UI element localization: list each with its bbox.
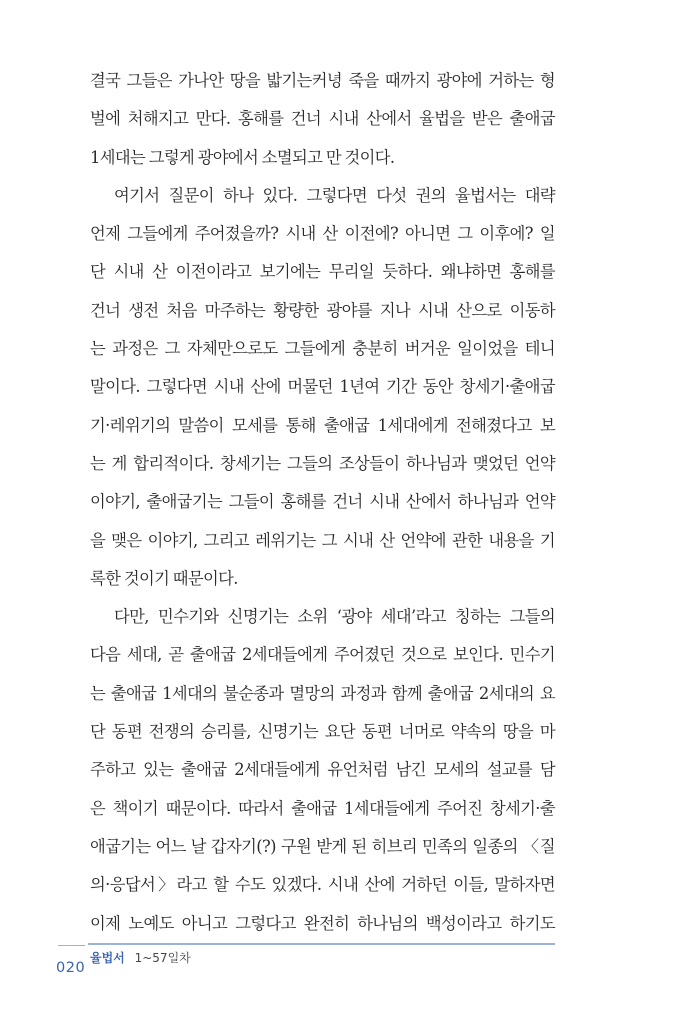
text-line: 단 시내 산 이전이라고 보기에는 무리일 듯하다. 왜냐하면 홍해를	[90, 262, 555, 282]
text-line: 1세대는 그렇게 광야에서 소멸되고 만 것이다.	[90, 147, 395, 167]
paragraph	[90, 177, 555, 598]
running-head	[90, 949, 191, 966]
text-line: 단 동편 전쟁의 승리를, 신명기는 요단 동편 너머로 약속의 땅을 마	[90, 722, 555, 742]
text-line: 다음 세대, 곧 출애굽 2세대들에게 주어졌던 것으로 보인다. 민수기	[90, 645, 555, 665]
page-number: 020	[56, 960, 86, 976]
footer-rule	[88, 943, 555, 945]
text-line: 여기서 질문이 하나 있다. 그렇다면 다섯 권의 율법서는 대략	[114, 185, 555, 205]
text-line: 건너 생전 처음 마주하는 황량한 광야를 지나 시내 산으로 이동하	[90, 300, 555, 320]
text-line: 이제 노예도 아니고 그렇다고 완전히 하나님의 백성이라고 하기도	[90, 913, 555, 933]
paragraph	[90, 598, 555, 943]
text-line: 말이다. 그렇다면 시내 산에 머물던 1년여 기간 동안 창세기·출애굽	[90, 377, 555, 397]
text-line: 기·레위기의 말씀이 모세를 통해 출애굽 1세대에게 전해졌다고 보	[90, 415, 555, 435]
text-line: 은 책이기 때문이다. 따라서 출애굽 1세대들에게 주어진 창세기·출	[90, 798, 555, 818]
page-body	[90, 62, 555, 943]
text-line: 는 출애굽 1세대의 불순종과 멸망의 과정과 함께 출애굽 2세대의 요	[90, 683, 555, 703]
text-line: 결국 그들은 가나안 땅을 밟기는커녕 죽을 때까지 광야에 거하는 형	[90, 71, 555, 90]
text-line: 는 과정은 그 자체만으로도 그들에게 충분히 버거운 일이었을 테니	[90, 339, 555, 359]
footer-rule-left	[58, 945, 85, 946]
text-line: 는 게 합리적이다. 창세기는 그들의 조상들이 하나님과 맺었던 언약	[90, 453, 555, 473]
text-line: 을 맺은 이야기, 그리고 레위기는 그 시내 산 언약에 관한 내용을 기	[90, 530, 555, 550]
text-line: 의·응답서〉라고 할 수도 있겠다. 시내 산에 거하던 이들, 말하자면	[90, 875, 555, 895]
text-line: 벌에 처해지고 만다. 홍해를 건너 시내 산에서 율법을 받은 출애굽	[90, 109, 555, 129]
text-line: 주하고 있는 출애굽 2세대들에게 유언처럼 남긴 모세의 설교를 담	[90, 760, 555, 780]
text-line: 언제 그들에게 주어졌을까? 시내 산 이전에? 아니면 그 이후에? 일	[90, 224, 555, 244]
running-head-range: 1~57일차	[134, 951, 191, 965]
text-line: 록한 것이기 때문이다.	[90, 568, 238, 588]
running-head-book: 율법서	[90, 951, 125, 965]
text-line: 다만, 민수기와 신명기는 소위 ‘광야 세대’라고 칭하는 그들의	[114, 607, 555, 627]
paragraph	[90, 62, 555, 177]
text-line: 애굽기는 어느 날 갑자기(?) 구원 받게 된 히브리 민족의 일종의 〈질	[90, 836, 555, 856]
text-line: 이야기, 출애굽기는 그들이 홍해를 건너 시내 산에서 하나님과 언약	[90, 492, 555, 512]
